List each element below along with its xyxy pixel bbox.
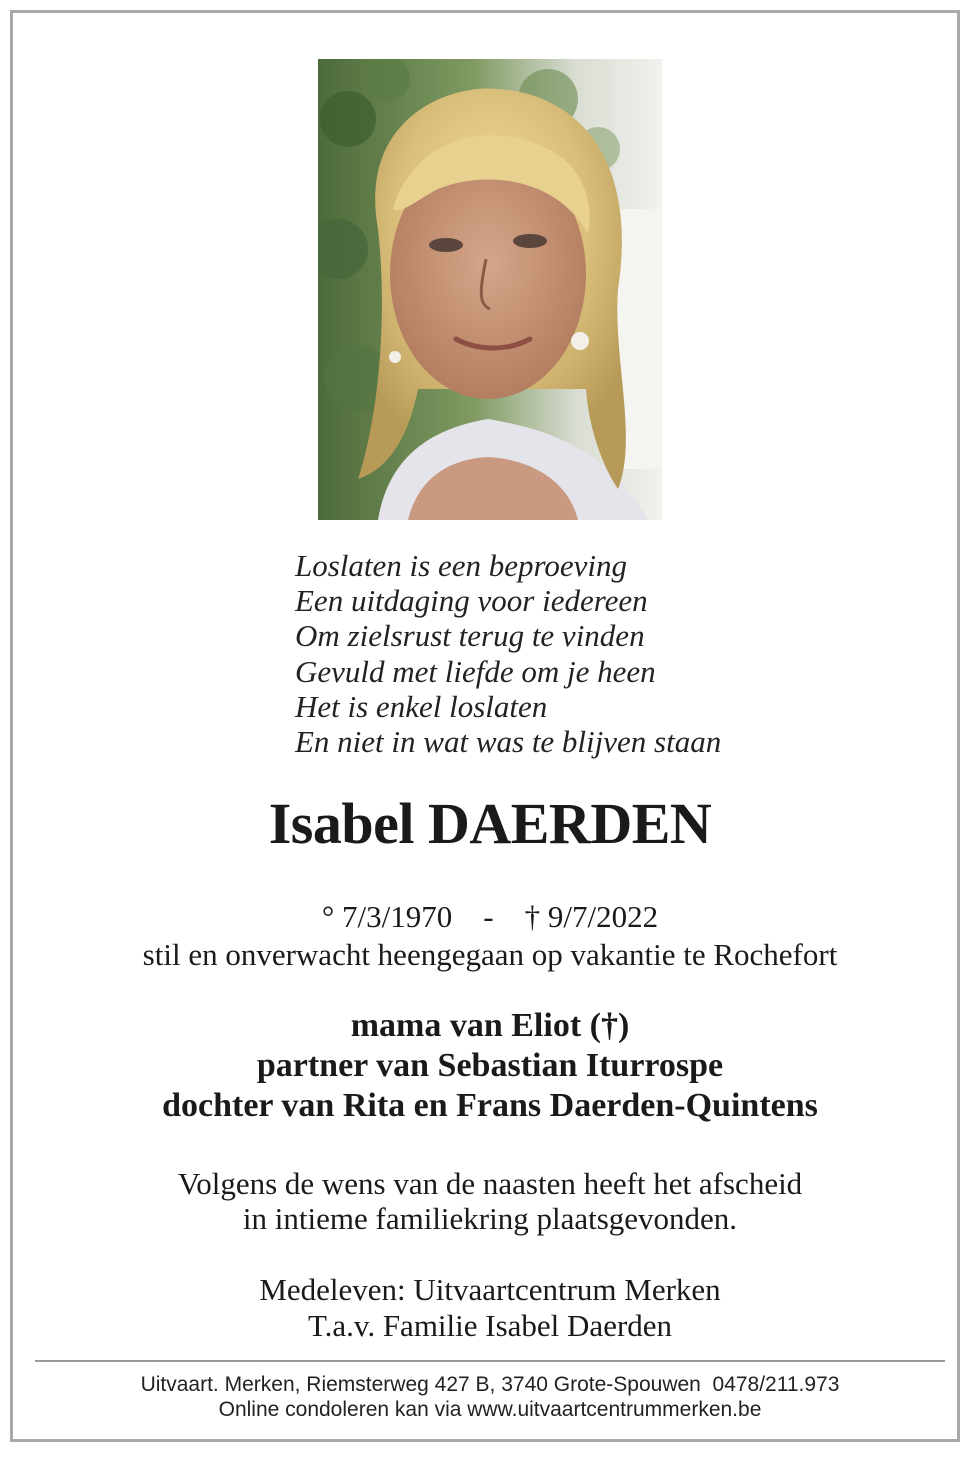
condolence-line: T.a.v. Familie Isabel Daerden [307,1308,673,1343]
condolence-line: Medeleven: Uitvaartcentrum Merken [259,1272,721,1307]
poem-line: Het is enkel loslaten [295,688,548,724]
relation-line: dochter van Rita en Frans Daerden-Quintens [162,1087,818,1124]
footer [0,1372,980,1422]
funeral-home-address: Uitvaart. Merken, Riemsterweg 427 B, 3740 Grote-Spouwen 0478/211.973 [140,1373,840,1396]
circumstance-text: stil en onverwacht heengegaan op vakantie te Rochefort [142,937,838,972]
farewell-line: Volgens de wens van de naasten heeft het afscheid [177,1166,803,1201]
poem [295,548,855,759]
poem-line: En niet in wat was te blijven staan [295,724,722,760]
poem-line: Een uitdaging voor iedereen [295,583,648,619]
family-relations [0,1006,980,1126]
deceased-name: Isabel DAERDEN [268,791,712,856]
relation-line: mama van Eliot (†) [350,1007,630,1044]
online-condolence-link[interactable]: Online condoleren kan via www.uitvaartcentrummerken.be [218,1398,762,1421]
farewell-line: in intieme familiekring plaatsgevonden. [242,1201,738,1236]
farewell-notice [0,1166,980,1236]
life-dates [0,898,980,974]
condolence-address [0,1272,980,1344]
poem-line: Loslaten is een beproeving [295,548,628,583]
portrait-photo [318,59,662,520]
footer-divider [35,1360,945,1362]
relation-line: partner van Sebastian Iturrospe [256,1047,724,1084]
poem-line: Om zielsrust terug te vinden [295,618,645,654]
portrait-photo-icon [318,59,662,520]
poem-line: Gevuld met liefde om je heen [295,653,656,689]
birth-death-dates: ° 7/3/1970 - † 9/7/2022 [321,899,659,934]
